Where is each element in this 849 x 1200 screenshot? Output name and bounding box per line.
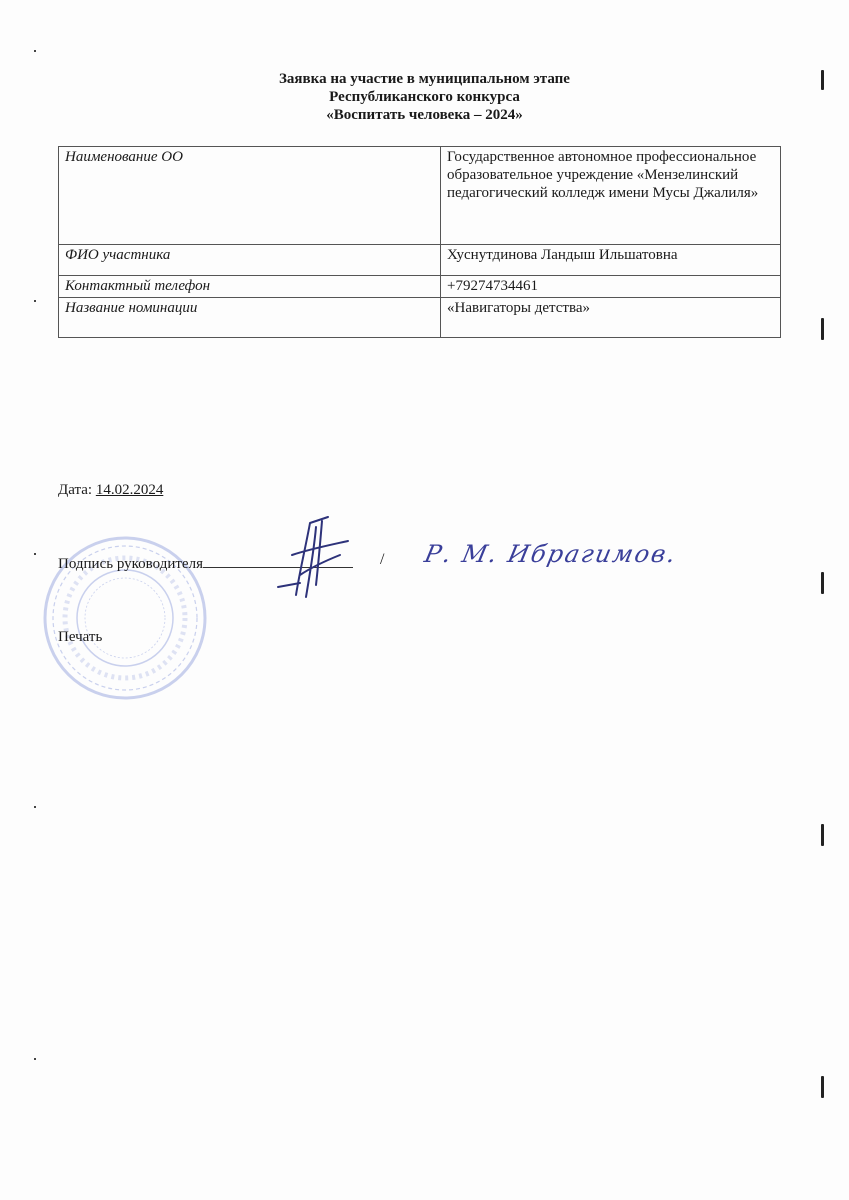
title-line-1: Заявка на участие в муниципальном этапе: [279, 71, 570, 87]
binder-mark: [821, 1076, 824, 1098]
signatory-handwritten-name: Р. М. Ибрагимов.: [422, 540, 681, 568]
row-label: Наименование ОО: [59, 147, 441, 245]
row-value: Государственное автономное профессиональное образовательное учреждение «Мензелинский педагогический колледж имени Мусы Джалиля»: [441, 147, 781, 245]
date-label: Дата:: [58, 482, 93, 498]
application-table: [58, 146, 781, 338]
row-label: ФИО участника: [59, 245, 441, 276]
binder-mark: [821, 70, 824, 90]
signature-label: Подпись руководителя: [58, 556, 203, 572]
row-label: Название номинации: [59, 298, 441, 338]
binder-mark: [821, 318, 824, 340]
scan-dot: [34, 50, 36, 52]
title-line-3: «Воспитать человека – 2024»: [326, 107, 523, 123]
table-row: [59, 147, 781, 245]
row-value: Хуснутдинова Ландыш Ильшатовна: [441, 245, 781, 276]
scan-dot: [34, 1058, 36, 1060]
title-line-2: Республиканского конкурса: [329, 89, 520, 105]
date-value: 14.02.2024: [95, 482, 164, 498]
document-title: [0, 70, 849, 124]
row-value: +79274734461: [441, 276, 781, 298]
table-row: [59, 298, 781, 338]
signature-slash: /: [380, 551, 385, 568]
scan-dot: [34, 300, 36, 302]
handwritten-signature: [270, 515, 370, 600]
table-row: [59, 276, 781, 298]
row-label: Контактный телефон: [59, 276, 441, 298]
binder-mark: [821, 572, 824, 594]
table-row: [59, 245, 781, 276]
date-line: [58, 481, 163, 499]
scan-dot: [34, 806, 36, 808]
scan-dot: [34, 553, 36, 555]
row-value: «Навигаторы детства»: [441, 298, 781, 338]
binder-mark: [821, 824, 824, 846]
stamp-label: Печать: [58, 629, 103, 645]
